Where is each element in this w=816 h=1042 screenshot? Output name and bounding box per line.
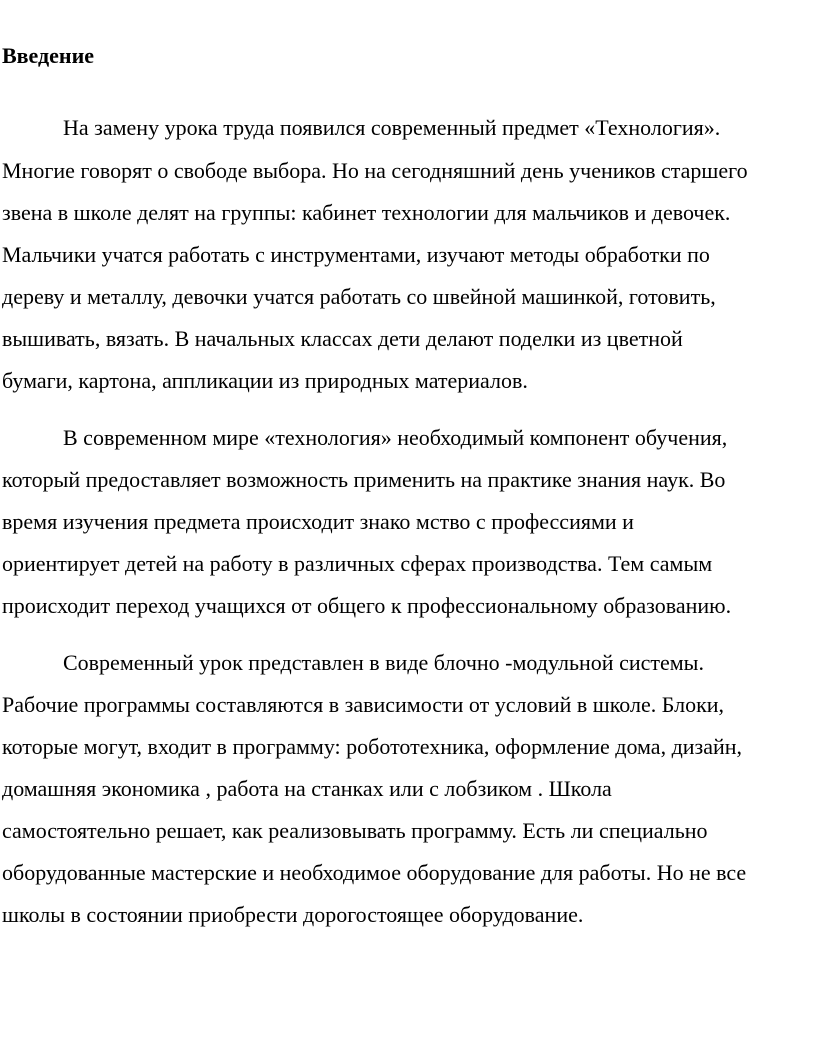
text-line: ориентирует детей на работу в различных сферах производства. Тем самым <box>2 551 713 576</box>
text-line: школы в состоянии приобрести дорогостоящее оборудование. <box>2 902 584 927</box>
text-line: время изучения предмета происходит знако мство с профессиями и <box>2 509 634 534</box>
text-line: оборудованные мастерские и необходимое оборудование для работы. Но не все <box>2 860 747 885</box>
text-line: дереву и металлу, девочки учатся работать со швейной машинкой, готовить, <box>2 284 716 309</box>
text-line: самостоятельно решает, как реализовывать программу. Есть ли специально <box>2 818 708 843</box>
text-line: В современном мире «технология» необходимый компонент обучения, <box>63 425 728 450</box>
text-line: Многие говорят о свободе выбора. Но на сегодняшний день учеников старшего <box>2 158 748 183</box>
text-line: Современный урок представлен в виде блочно -модульной системы. <box>63 650 704 675</box>
text-line: который предоставляет возможность применить на практике знания наук. Во <box>2 467 726 492</box>
text-line: домашняя экономика , работа на станках или с лобзиком . Школа <box>2 776 612 801</box>
text-line: вышивать, вязать. В начальных классах дети делают поделки из цветной <box>2 326 683 351</box>
text-line: Мальчики учатся работать с инструментами, изучают методы обработки по <box>2 242 710 267</box>
text-line: происходит переход учащихся от общего к профессиональному образованию. <box>2 593 732 618</box>
text-line: На замену урока труда появился современный предмет «Технология». <box>63 115 721 140</box>
text-line: бумаги, картона, аппликации из природных материалов. <box>2 368 528 393</box>
text-line: звена в школе делят на группы: кабинет технологии для мальчиков и девочек. <box>2 200 731 225</box>
page-heading: Введение <box>2 43 95 68</box>
text-line: Рабочие программы составляются в зависимости от условий в школе. Блоки, <box>2 692 725 717</box>
text-line: которые могут, входит в программу: робототехника, оформление дома, дизайн, <box>2 734 743 759</box>
